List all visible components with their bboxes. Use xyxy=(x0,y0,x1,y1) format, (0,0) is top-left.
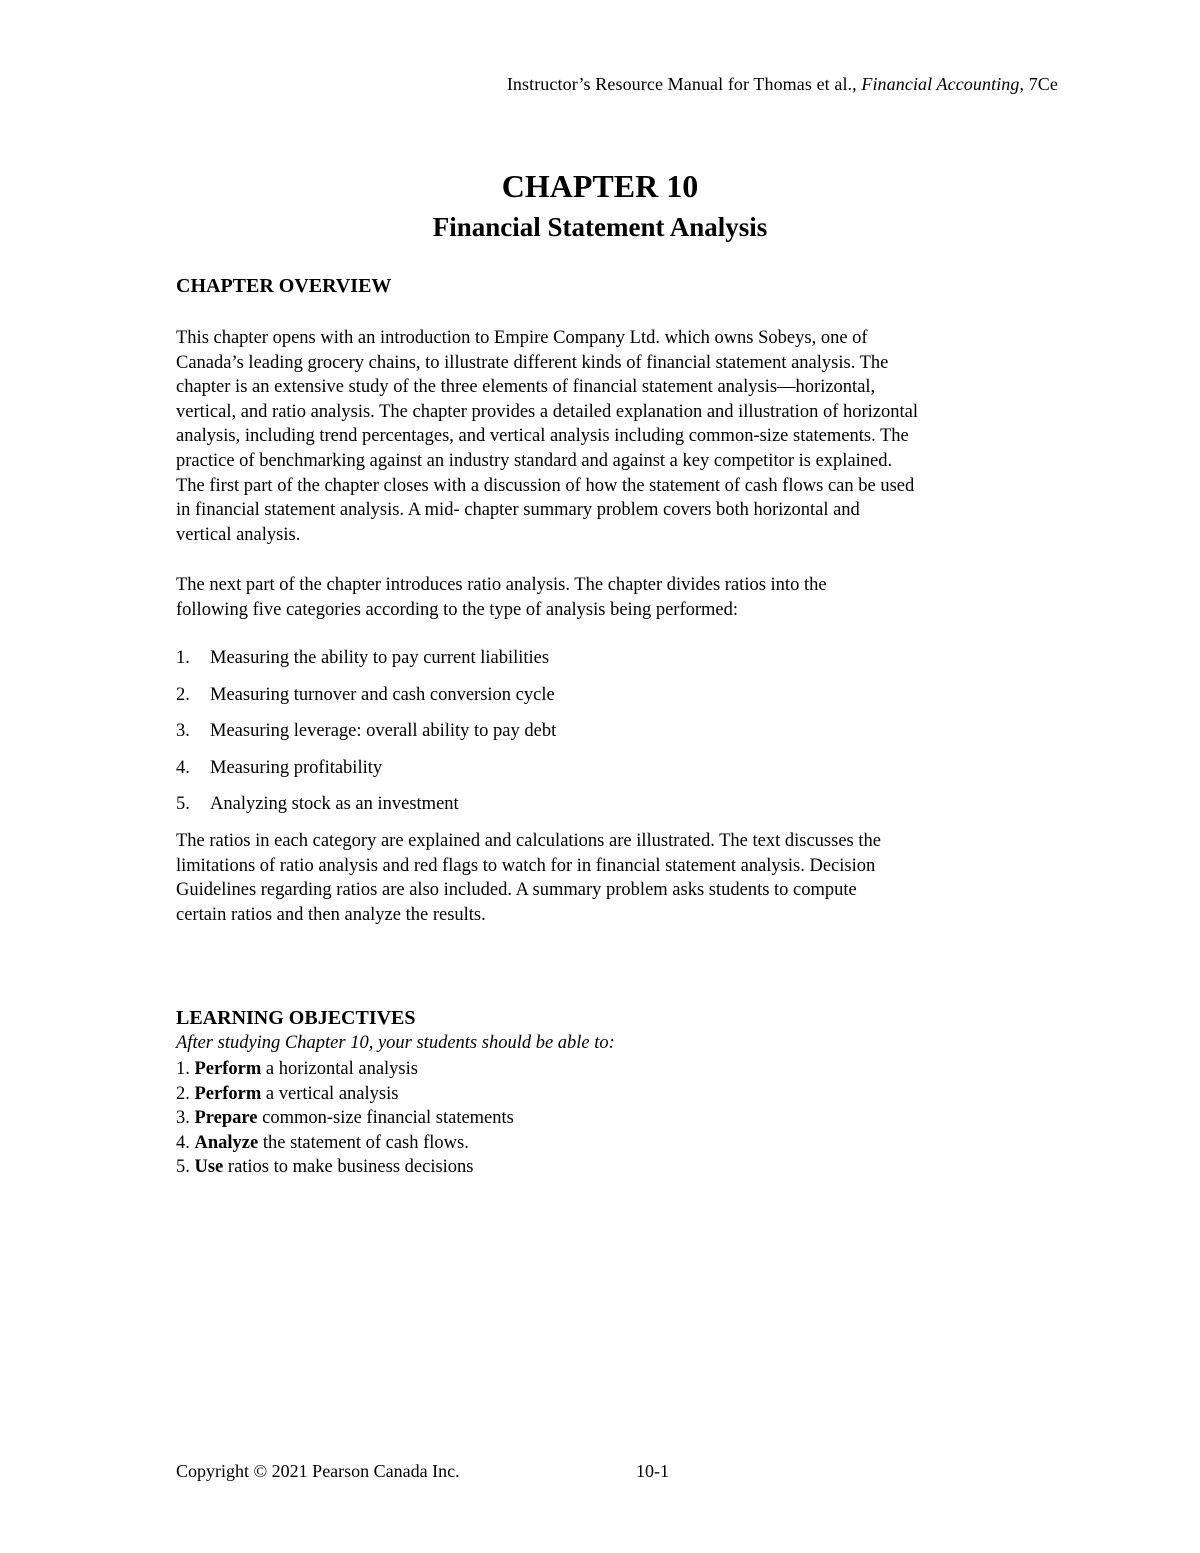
paragraph-line: practice of benchmarking against an industry standard and against a key competitor is explained. xyxy=(176,450,893,471)
list-item-text: Measuring turnover and cash conversion cycle xyxy=(210,684,555,705)
learning-objectives-heading: LEARNING OBJECTIVES xyxy=(176,1007,416,1029)
paragraph-line: The next part of the chapter introduces ratio analysis. The chapter divides ratios into the xyxy=(176,575,827,595)
paragraph-line: in financial statement analysis. A mid- chapter summary problem covers both horizontal and xyxy=(176,500,860,521)
list-item-number: 1. xyxy=(176,648,190,668)
list-item xyxy=(176,719,556,756)
running-header xyxy=(507,74,1058,95)
overview-paragraph-3 xyxy=(176,829,1056,927)
objective-verb: Use xyxy=(194,1157,224,1178)
objective-verb: Analyze xyxy=(194,1132,259,1153)
chapter-number: CHAPTER 10 xyxy=(501,168,699,204)
objective-verb: Perform xyxy=(194,1083,262,1104)
ratio-category-list xyxy=(176,646,556,829)
list-item xyxy=(176,1155,514,1180)
header-book-title: Financial Accounting xyxy=(861,74,1020,94)
objective-verb: Perform xyxy=(194,1059,262,1079)
footer-copyright: Copyright © 2021 Pearson Canada Inc. xyxy=(176,1461,460,1481)
list-item xyxy=(176,1106,514,1131)
list-item-number: 4. xyxy=(176,757,190,778)
overview-paragraph-1 xyxy=(176,326,1056,547)
paragraph-line: certain ratios and then analyze the results. xyxy=(176,904,486,925)
list-item xyxy=(176,756,556,793)
list-item xyxy=(176,792,556,829)
list-item xyxy=(176,1131,514,1156)
list-item xyxy=(176,646,556,683)
list-item-number: 3. xyxy=(176,721,190,741)
footer-page-number: 10-1 xyxy=(636,1461,669,1481)
objective-verb: Prepare xyxy=(194,1108,258,1129)
paragraph-line: Canada’s leading grocery chains, to illustrate different kinds of financial statement analysis. The xyxy=(176,352,889,373)
list-item-text: Measuring profitability xyxy=(210,757,383,778)
list-item xyxy=(176,1082,514,1107)
objective-number: 4. xyxy=(176,1132,195,1153)
list-item-number: 2. xyxy=(176,684,190,705)
learning-objectives-list xyxy=(176,1057,514,1180)
list-item-text: Measuring leverage: overall ability to pay debt xyxy=(210,721,557,741)
header-prefix: Instructor’s Resource Manual for Thomas et al., xyxy=(506,74,862,94)
list-item xyxy=(176,1057,514,1082)
paragraph-line: vertical analysis. xyxy=(176,524,301,545)
paragraph-line: The first part of the chapter closes with a discussion of how the statement of cash flows can be used xyxy=(176,475,915,496)
objective-number: 2. xyxy=(176,1083,195,1104)
objective-number: 5. xyxy=(176,1157,195,1178)
paragraph-line: Guidelines regarding ratios are also included. A summary problem asks students to compute xyxy=(176,880,857,901)
paragraph-line: This chapter opens with an introduction to Empire Company Ltd. which owns Sobeys, one of xyxy=(176,328,868,348)
objective-text: a horizontal analysis xyxy=(261,1059,418,1079)
list-item-text: Analyzing stock as an investment xyxy=(210,794,459,814)
list-item-text: Measuring the ability to pay current liabilities xyxy=(210,648,550,668)
chapter-title: Financial Statement Analysis xyxy=(432,212,768,242)
header-suffix: , 7Ce xyxy=(1019,74,1058,94)
paragraph-line: following five categories according to the type of analysis being performed: xyxy=(176,599,739,620)
paragraph-line: chapter is an extensive study of the three elements of financial statement analysis—horizontal, xyxy=(176,377,876,398)
paragraph-line: vertical, and ratio analysis. The chapter provides a detailed explanation and illustration of horizontal xyxy=(176,401,918,422)
objective-number: 3. xyxy=(176,1108,195,1129)
overview-paragraph-2 xyxy=(176,573,1056,622)
objective-number: 1. xyxy=(176,1059,195,1079)
paragraph-line: analysis, including trend percentages, and vertical analysis including common-size statements. The xyxy=(176,426,909,447)
objective-text: a vertical analysis xyxy=(261,1083,399,1104)
paragraph-line: The ratios in each category are explained and calculations are illustrated. The text discusses the xyxy=(176,831,881,851)
objective-text: ratios to make business decisions xyxy=(223,1157,474,1178)
objective-text: the statement of cash flows. xyxy=(258,1132,469,1153)
chapter-overview-heading: CHAPTER OVERVIEW xyxy=(176,275,392,297)
list-item xyxy=(176,683,556,720)
list-item-number: 5. xyxy=(176,794,190,814)
objective-text: common-size financial statements xyxy=(257,1108,514,1129)
paragraph-line: limitations of ratio analysis and red flags to watch for in financial statement analysis. Decision xyxy=(176,855,876,876)
learning-objectives-intro: After studying Chapter 10, your students should be able to: xyxy=(176,1033,615,1053)
